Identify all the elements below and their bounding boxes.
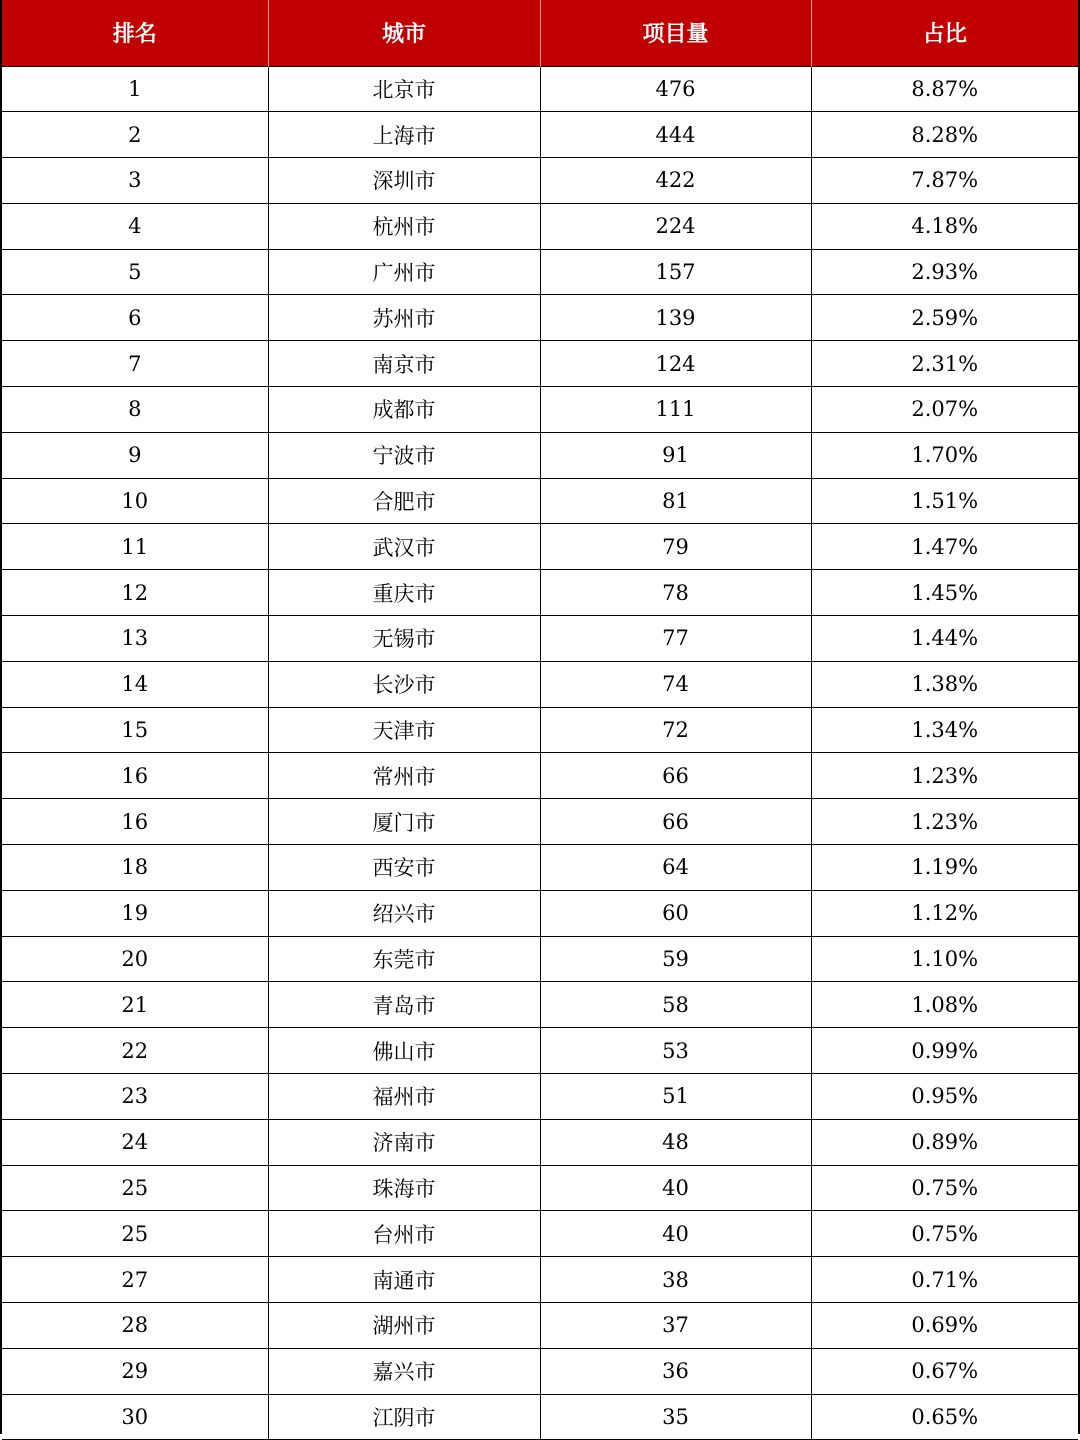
cell-project-count: 77 [540, 616, 811, 662]
table-row [2, 478, 1078, 524]
cell-rank: 29 [2, 1348, 268, 1394]
cell-share: 8.87% [811, 66, 1078, 112]
cell-rank: 27 [2, 1257, 268, 1303]
cell-project-count: 157 [540, 249, 811, 295]
cell-city: 武汉市 [268, 524, 540, 570]
cell-city: 上海市 [268, 112, 540, 158]
cell-rank: 23 [2, 1074, 268, 1120]
cell-city: 北京市 [268, 66, 540, 112]
cell-project-count: 224 [540, 203, 811, 249]
table-row [2, 1257, 1078, 1303]
cell-share: 1.47% [811, 524, 1078, 570]
cell-city: 珠海市 [268, 1165, 540, 1211]
cell-rank: 13 [2, 616, 268, 662]
cell-project-count: 66 [540, 753, 811, 799]
table-body [2, 66, 1078, 1440]
cell-project-count: 81 [540, 478, 811, 524]
cell-project-count: 79 [540, 524, 811, 570]
cell-share: 0.95% [811, 1074, 1078, 1120]
cell-share: 1.12% [811, 890, 1078, 936]
table-row [2, 890, 1078, 936]
table-row [2, 432, 1078, 478]
cell-city: 宁波市 [268, 432, 540, 478]
cell-share: 1.38% [811, 661, 1078, 707]
cell-share: 8.28% [811, 112, 1078, 158]
cell-project-count: 476 [540, 66, 811, 112]
table-row [2, 1211, 1078, 1257]
cell-city: 济南市 [268, 1119, 540, 1165]
table-row [2, 524, 1078, 570]
cell-project-count: 78 [540, 570, 811, 616]
table-row [2, 1028, 1078, 1074]
cell-rank: 20 [2, 936, 268, 982]
header-rank: 排名 [2, 0, 268, 66]
table-row [2, 707, 1078, 753]
table-row [2, 387, 1078, 433]
cell-share: 1.45% [811, 570, 1078, 616]
cell-share: 4.18% [811, 203, 1078, 249]
cell-rank: 19 [2, 890, 268, 936]
cell-rank: 25 [2, 1211, 268, 1257]
cell-share: 1.08% [811, 982, 1078, 1028]
cell-share: 0.65% [811, 1394, 1078, 1440]
cell-project-count: 444 [540, 112, 811, 158]
cell-city: 台州市 [268, 1211, 540, 1257]
cell-project-count: 37 [540, 1303, 811, 1349]
cell-rank: 8 [2, 387, 268, 433]
cell-rank: 25 [2, 1165, 268, 1211]
cell-rank: 5 [2, 249, 268, 295]
header-share: 占比 [811, 0, 1078, 66]
cell-project-count: 40 [540, 1165, 811, 1211]
cell-city: 福州市 [268, 1074, 540, 1120]
table-row [2, 112, 1078, 158]
table-row [2, 295, 1078, 341]
table-row [2, 845, 1078, 891]
cell-city: 南京市 [268, 341, 540, 387]
cell-rank: 16 [2, 753, 268, 799]
table-row [2, 203, 1078, 249]
cell-city: 重庆市 [268, 570, 540, 616]
cell-project-count: 48 [540, 1119, 811, 1165]
cell-rank: 4 [2, 203, 268, 249]
cell-city: 深圳市 [268, 158, 540, 204]
cell-city: 常州市 [268, 753, 540, 799]
cell-project-count: 35 [540, 1394, 811, 1440]
cell-project-count: 139 [540, 295, 811, 341]
cell-project-count: 124 [540, 341, 811, 387]
cell-share: 1.44% [811, 616, 1078, 662]
cell-project-count: 74 [540, 661, 811, 707]
cell-city: 佛山市 [268, 1028, 540, 1074]
cell-rank: 6 [2, 295, 268, 341]
cell-city: 西安市 [268, 845, 540, 891]
cell-rank: 14 [2, 661, 268, 707]
cell-share: 1.51% [811, 478, 1078, 524]
table-row [2, 1394, 1078, 1440]
cell-share: 0.67% [811, 1348, 1078, 1394]
table-row [2, 753, 1078, 799]
cell-city: 苏州市 [268, 295, 540, 341]
cell-share: 0.69% [811, 1303, 1078, 1349]
header-city: 城市 [268, 0, 540, 66]
cell-city: 南通市 [268, 1257, 540, 1303]
cell-project-count: 91 [540, 432, 811, 478]
cell-city: 合肥市 [268, 478, 540, 524]
cell-city: 无锡市 [268, 616, 540, 662]
city-ranking-table [2, 0, 1078, 1440]
table-row [2, 936, 1078, 982]
cell-project-count: 422 [540, 158, 811, 204]
cell-share: 2.31% [811, 341, 1078, 387]
cell-project-count: 58 [540, 982, 811, 1028]
cell-project-count: 66 [540, 799, 811, 845]
cell-city: 江阴市 [268, 1394, 540, 1440]
cell-share: 0.75% [811, 1211, 1078, 1257]
cell-rank: 1 [2, 66, 268, 112]
cell-rank: 18 [2, 845, 268, 891]
cell-city: 广州市 [268, 249, 540, 295]
cell-share: 1.19% [811, 845, 1078, 891]
header-project-count: 项目量 [540, 0, 811, 66]
cell-project-count: 53 [540, 1028, 811, 1074]
table-row [2, 66, 1078, 112]
table-row [2, 249, 1078, 295]
table-row [2, 1348, 1078, 1394]
cell-share: 1.23% [811, 799, 1078, 845]
table-row [2, 616, 1078, 662]
cell-city: 厦门市 [268, 799, 540, 845]
cell-share: 0.71% [811, 1257, 1078, 1303]
cell-share: 2.07% [811, 387, 1078, 433]
cell-rank: 12 [2, 570, 268, 616]
table-row [2, 661, 1078, 707]
cell-project-count: 59 [540, 936, 811, 982]
cell-share: 7.87% [811, 158, 1078, 204]
table-row [2, 799, 1078, 845]
table-row [2, 1165, 1078, 1211]
cell-rank: 24 [2, 1119, 268, 1165]
header-row [2, 0, 1078, 66]
cell-share: 1.10% [811, 936, 1078, 982]
cell-share: 1.70% [811, 432, 1078, 478]
cell-rank: 2 [2, 112, 268, 158]
cell-rank: 16 [2, 799, 268, 845]
cell-city: 绍兴市 [268, 890, 540, 936]
cell-share: 2.93% [811, 249, 1078, 295]
cell-share: 1.34% [811, 707, 1078, 753]
cell-city: 杭州市 [268, 203, 540, 249]
cell-project-count: 40 [540, 1211, 811, 1257]
table-row [2, 1119, 1078, 1165]
cell-city: 青岛市 [268, 982, 540, 1028]
cell-city: 天津市 [268, 707, 540, 753]
cell-project-count: 51 [540, 1074, 811, 1120]
cell-rank: 3 [2, 158, 268, 204]
table-header [2, 0, 1078, 66]
cell-rank: 11 [2, 524, 268, 570]
cell-city: 长沙市 [268, 661, 540, 707]
cell-project-count: 111 [540, 387, 811, 433]
table-row [2, 1303, 1078, 1349]
cell-rank: 30 [2, 1394, 268, 1440]
cell-rank: 7 [2, 341, 268, 387]
cell-city: 湖州市 [268, 1303, 540, 1349]
cell-rank: 9 [2, 432, 268, 478]
table-row [2, 570, 1078, 616]
table-row [2, 158, 1078, 204]
cell-city: 东莞市 [268, 936, 540, 982]
cell-share: 0.75% [811, 1165, 1078, 1211]
cell-project-count: 72 [540, 707, 811, 753]
cell-rank: 10 [2, 478, 268, 524]
cell-share: 0.89% [811, 1119, 1078, 1165]
table-row [2, 1074, 1078, 1120]
cell-share: 1.23% [811, 753, 1078, 799]
cell-rank: 21 [2, 982, 268, 1028]
cell-city: 成都市 [268, 387, 540, 433]
cell-project-count: 64 [540, 845, 811, 891]
cell-share: 0.99% [811, 1028, 1078, 1074]
cell-rank: 15 [2, 707, 268, 753]
table-row [2, 982, 1078, 1028]
cell-share: 2.59% [811, 295, 1078, 341]
cell-rank: 22 [2, 1028, 268, 1074]
cell-project-count: 36 [540, 1348, 811, 1394]
table-row [2, 341, 1078, 387]
cell-rank: 28 [2, 1303, 268, 1349]
cell-project-count: 38 [540, 1257, 811, 1303]
cell-project-count: 60 [540, 890, 811, 936]
cell-city: 嘉兴市 [268, 1348, 540, 1394]
